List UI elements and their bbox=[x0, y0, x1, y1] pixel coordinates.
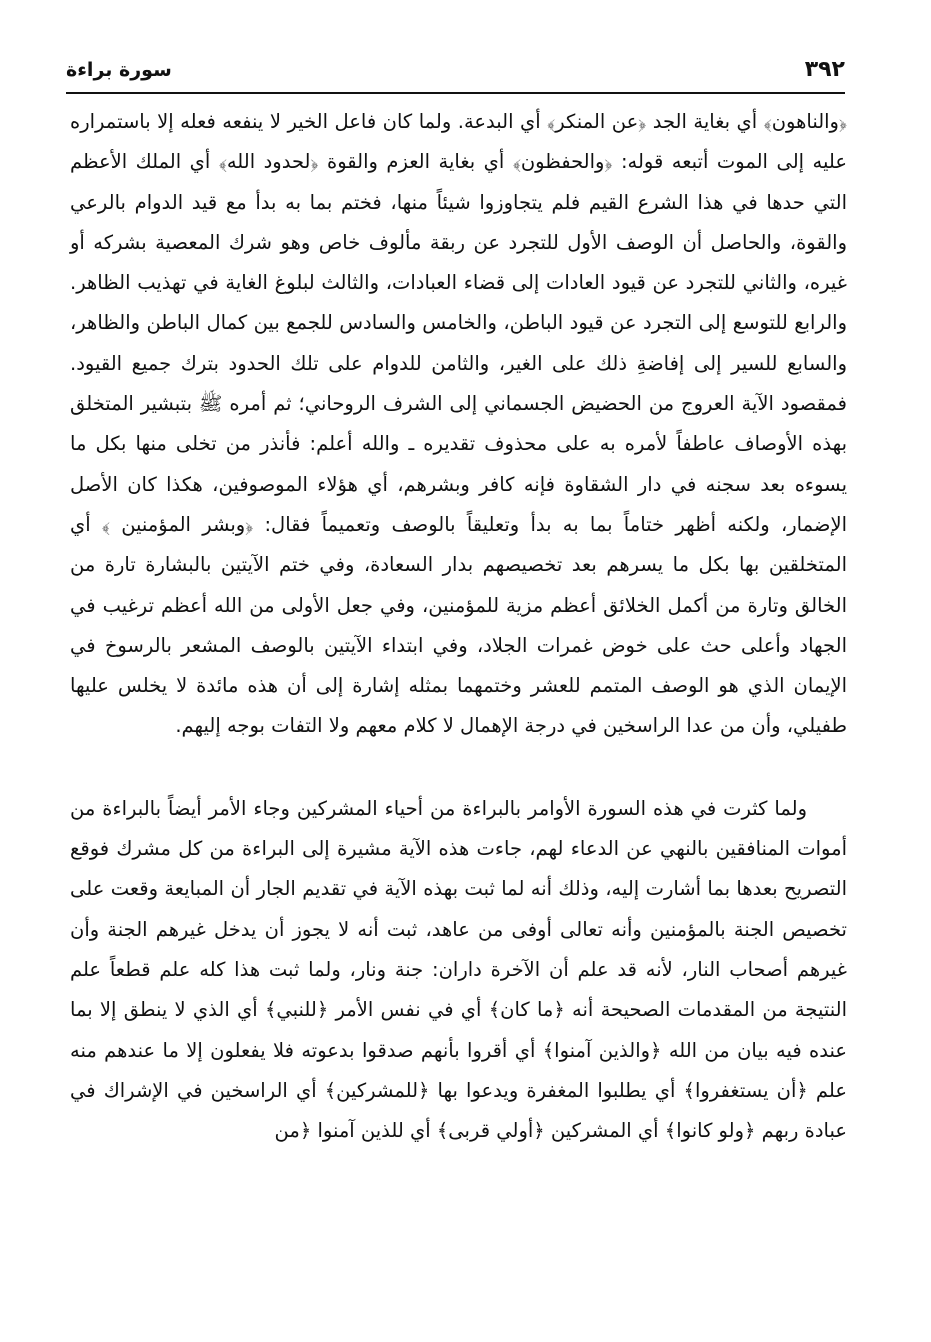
page-body bbox=[70, 102, 847, 1151]
paragraph-1: ﴿والناهون﴾ أي بغاية الجد ﴿عن المنكر﴾ أي البدعة. ولما كان فاعل الخير لا ينفعه فعله إلا باستمراره عليه إلى الموت أتبعه قوله: ﴿والحفظون﴾ أي بغاية العزم والقوة ﴿لحدود الله﴾ أي الملك الأعظم التي حدها في هذا الشرع القيم فلم يتجاوزوا شيئاً منها، فختم بما به بدأ مع قيد الدوام بالرعي والقوة، والحاصل أن الوصف الأول للتجرد عن ربقة مألوف خاص وهو شرك المعصية بشركه أو غيره، والثاني للتجرد عن قيود العادات إلى قضاء العبادات، والثالث لبلوغ الغاية في تهذيب الظاهر. والرابع للتوسع إلى التجرد عن قيود الباطن، والخامس والسادس للجمع بين كمال الباطن والظاهر، والسابع للسير إلى إفاضةِ ذلك على الغير، والثامن للدوام على تلك الحدود بترك جميع القيود. فمقصود الآية العروج من الحضيض الجسماني إلى الشرف الروحاني؛ ثم أمره ﷺ بتبشير المتخلق بهذه الأوصاف عاطفاً لأمره به على محذوف تقديره ـ والله أعلم: فأنذر من تخلى منها بكل ما يسوءه بعد سجنه في دار الشقاوة فإنه كافر وبشرهم، أي هؤلاء الموصوفين، هكذا كان الأصل الإضمار، ولكنه أظهر ختاماً بما به بدأ وتعليقاً بالوصف وتعميماً فقال: ﴿وبشر المؤمنين ﴾ أي المتخلقين بها بكل ما يسرهم بعد تخصيصهم بدار السعادة، وفي ختم الآيتين بالبشارة تارة من الخالق وتارة من أكمل الخلائق أعظم مزية للمؤمنين، وفي جعل الأولى من الله أعظم ترغيب في الجهاد وأعلى حث على خوض غمرات الجلاد، وفي ابتداء الآيتين بالوصف المشعر بالرسوخ في الإيمان الذي هو الوصف المتمم للعشر وختمهما بمثله إشارة إلى أن هذه مائدة لا يخلس عليها طفيلي، وأن من عدا الراسخين في درجة الإهمال لا كلام معهم ولا التفات بوجه إليهم. bbox=[70, 110, 847, 738]
running-title: سورة براءة bbox=[66, 59, 172, 81]
page-number: ٣٩٢ bbox=[804, 57, 845, 82]
paragraph-2: ولما كثرت في هذه السورة الأوامر بالبراءة من أحياء المشركين وجاء الأمر أيضاً بالبراءة من أموات المنافقين بالنهي عن الدعاء لهم، جاءت هذه الآية مشيرة إلى البراءة من كل مشرك فوقع التصريح بعدها بما أشارت إليه، وذلك أنه لما ثبت بهذه الآية في تقديم الجار أن المبايعة وقعت على تخصيص الجنة بالمؤمنين وأنه تعالى أوفى من عاهد، ثبت أنه لا يجوز أن يدخل غيرهم الجنة وأن غيرهم أصحاب النار، لأنه قد علم أن الآخرة داران: جنة ونار، ولما ثبت هذا كله علم قطعاً علم النتيجة من المقدمات الصحيحة أنه ﴿ما كان﴾ أي في نفس الأمر ﴿للنبي﴾ أي الذي لا ينطق إلا بما عنده فيه بيان من الله ﴿والذين آمنوا﴾ أي أقروا بأنهم صدقوا بدعوته فلا يفعلون إلا ما عندهم منه علم ﴿أن يستغفروا﴾ أي يطلبوا المغفرة ويدعوا بها ﴿للمشركين﴾ أي الراسخين في الإشراك في عبادة ربهم ﴿ولو كانوا﴾ أي المشركين ﴿أولي قربى﴾ أي للذين آمنوا ﴿من bbox=[70, 796, 847, 1143]
header-divider bbox=[66, 92, 845, 94]
page-header bbox=[66, 55, 845, 91]
